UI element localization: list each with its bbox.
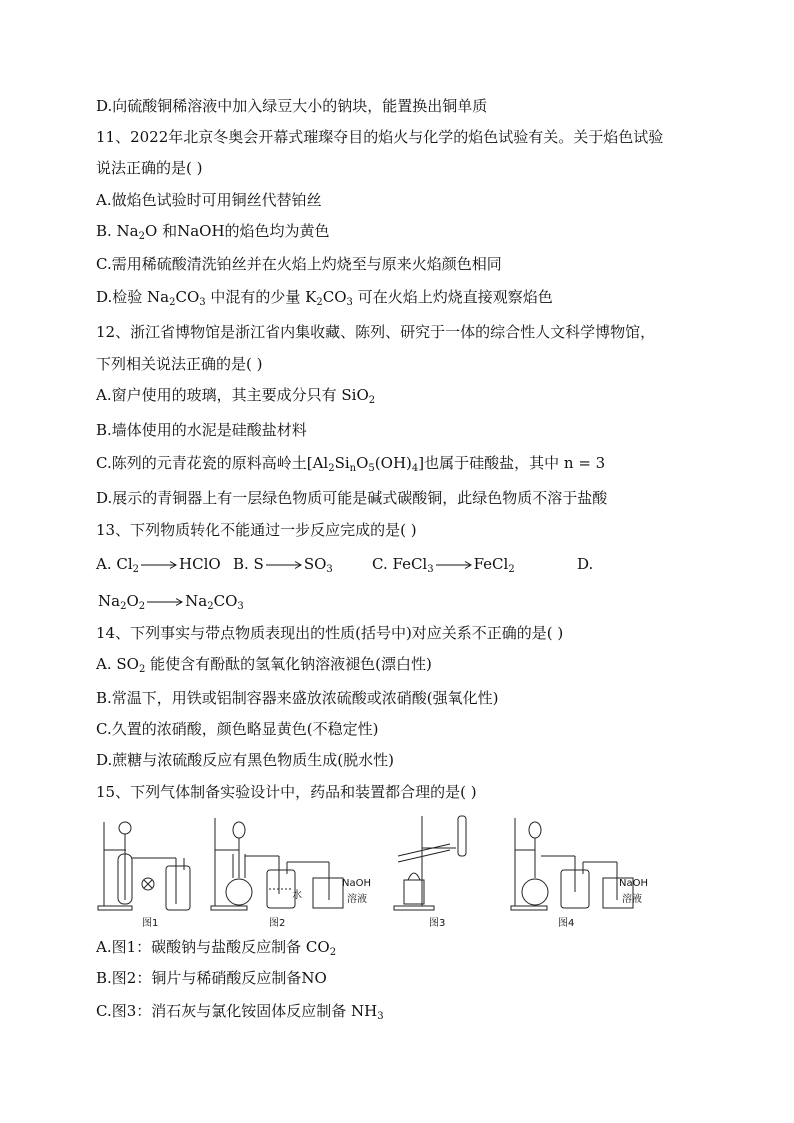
q11-stem-line1: 11、2022年北京冬奥会开幕式璀璨夺目的焰火与化学的焰色试验有关。关于焰色试验 bbox=[96, 128, 664, 146]
q12-option-c: C.陈列的元青花瓷的原料高岭土$[Al_2Si_nO_5(OH)_4]$也属于硅酸盐，其中 n = 3 bbox=[96, 454, 606, 474]
reaction-arrow-icon bbox=[146, 597, 184, 607]
q14-stem: 14、下列事实与带点物质表现出的性质(括号中)对应关系不正确的是( ) bbox=[96, 624, 564, 642]
q14-option-b: B.常温下，用铁或铝制容器来盛放浓硫酸或浓硝酸(强氧化性) bbox=[96, 689, 499, 707]
figure-2-naoh-label: NaOH bbox=[342, 878, 371, 889]
q11-option-b: B. $Na_2O$ 和NaOH的焰色均为黄色 bbox=[96, 222, 330, 242]
q12-option-a: A.窗户使用的玻璃，其主要成分只有 SiO$_2$ bbox=[96, 386, 376, 406]
q14-option-a: A. $SO_2$ 能使含有酚酞的氢氧化钠溶液褪色(漂白性) bbox=[96, 655, 432, 675]
q13-option-c: C. FeCl$_3$ FeCl$_2$ bbox=[372, 555, 515, 575]
q14-option-d: D.蔗糖与浓硫酸反应有黑色物质生成(脱水性) bbox=[96, 751, 394, 769]
q15-option-b: B.图2：铜片与稀硝酸反应制备NO bbox=[96, 969, 327, 987]
q11-option-c: C.需用稀硫酸清洗铂丝并在火焰上灼烧至与原来火焰颜色相同 bbox=[96, 255, 502, 273]
q12-option-d: D.展示的青铜器上有一层绿色物质可能是碱式碳酸铜，此绿色物质不溶于盐酸 bbox=[96, 489, 608, 507]
q10-option-d: D.向硫酸铜稀溶液中加入绿豆大小的钠块，能置换出铜单质 bbox=[96, 97, 488, 115]
q11-option-d: D.检验 $Na_2CO_3$ 中混有的少量 $K_2CO_3$ 可在火焰上灼烧直接观察焰色 bbox=[96, 288, 553, 308]
q11-stem-line2: 说法正确的是( ) bbox=[96, 159, 203, 177]
reaction-arrow-icon bbox=[140, 560, 178, 570]
q12-option-b: B.墙体使用的水泥是硅酸盐材料 bbox=[96, 421, 307, 439]
q13-option-a: A. $Cl_2$ HClO bbox=[96, 555, 221, 575]
q12-stem-line2: 下列相关说法正确的是( ) bbox=[96, 355, 263, 373]
reaction-arrow-icon bbox=[435, 560, 473, 570]
figure-3-label: 图3 bbox=[429, 918, 446, 929]
figure-3-apparatus bbox=[392, 814, 484, 914]
figure-4-label: 图4 bbox=[558, 918, 575, 929]
q14-option-c: C.久置的浓硝酸，颜色略显黄色(不稳定性) bbox=[96, 720, 379, 738]
figure-2-water-label: 水 bbox=[292, 890, 302, 901]
figure-4-solution-label: 溶液 bbox=[622, 894, 642, 905]
q12-stem-line1: 12、浙江省博物馆是浙江省内集收藏、陈列、研究于一体的综合性人文科学博物馆， bbox=[96, 323, 656, 341]
q15-option-c: C.图3：消石灰与氯化铵固体反应制备 $NH_3$ bbox=[96, 1002, 384, 1022]
apparatus-figures bbox=[96, 814, 656, 929]
reaction-arrow-icon bbox=[265, 560, 303, 570]
q13-option-d: $Na_2O_2$ $Na_2CO_3$ bbox=[98, 592, 244, 612]
figure-4-naoh-label: NaOH bbox=[619, 878, 648, 889]
q15-option-a: A.图1：碳酸钠与盐酸反应制备 $CO_2$ bbox=[96, 938, 337, 958]
q13-option-d-label: D. bbox=[577, 555, 594, 573]
q13-option-b: B. S $SO_3$ bbox=[233, 555, 333, 575]
figure-2-apparatus bbox=[209, 814, 359, 914]
figure-1-label: 图1 bbox=[142, 918, 159, 929]
figure-2-label: 图2 bbox=[269, 918, 286, 929]
q11-option-a: A.做焰色试验时可用铜丝代替铂丝 bbox=[96, 191, 322, 209]
q15-stem: 15、下列气体制备实验设计中，药品和装置都合理的是( ) bbox=[96, 783, 477, 801]
q13-stem: 13、下列物质转化不能通过一步反应完成的是( ) bbox=[96, 521, 417, 539]
figure-2-solution-label: 溶液 bbox=[347, 894, 367, 905]
figure-1-apparatus bbox=[96, 814, 201, 914]
